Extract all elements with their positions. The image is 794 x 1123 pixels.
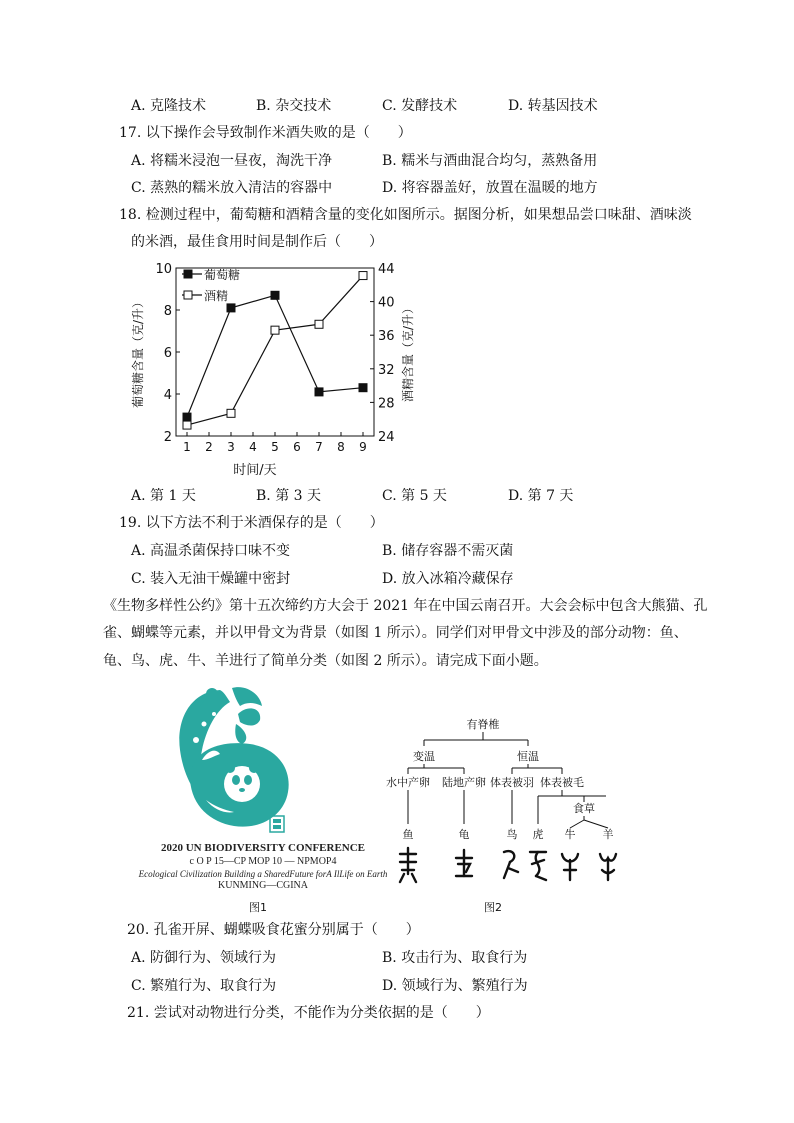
y-right-tick-label: 40 [378, 295, 395, 311]
q18-stem-line2: 的米酒，最佳食用时间是制作后（ ） [131, 234, 383, 250]
q19-option-d: D. 放入冰箱冷藏保存 [382, 571, 514, 587]
oracle-turtle-glyph [456, 850, 472, 876]
q18-option-a: A. 第 1 天 [131, 488, 196, 504]
q18-option-d: D. 第 7 天 [508, 488, 574, 504]
q19-option-a: A. 高温杀菌保持口味不变 [131, 543, 291, 559]
x-tick-label: 4 [249, 440, 257, 454]
tree-node-water-eggs: 水中产卵 [386, 776, 430, 789]
x-axis-label: 时间/天 [233, 463, 277, 478]
legend-label: 葡萄糖 [204, 268, 241, 282]
q16-option-a: A. 克隆技术 [131, 98, 207, 114]
tree-node-cold: 变温 [413, 750, 435, 763]
glucose-point [359, 384, 367, 392]
q17-option-c: C. 蒸熟的糯米放入清洁的容器中 [131, 180, 333, 196]
alcohol-point [315, 320, 323, 328]
tree-animal-fish: 鱼 [402, 828, 414, 841]
x-tick-label: 1 [183, 440, 191, 454]
q16-option-c: C. 发酵技术 [382, 98, 458, 114]
passage-line-3: 龟、鸟、虎、牛、羊进行了简单分类（如图 2 所示）。请完成下面小题。 [103, 653, 548, 669]
classification-tree [380, 712, 640, 902]
legend-marker [184, 270, 192, 278]
tree-node-feathers: 体表被羽 [490, 776, 534, 789]
q20-option-b: B. 攻击行为、取食行为 [382, 950, 528, 966]
oracle-sheep-glyph [600, 854, 616, 880]
q18-option-b: B. 第 3 天 [256, 488, 321, 504]
y-left-tick-label: 6 [163, 346, 172, 361]
tree-node-herbivore: 食草 [573, 802, 595, 815]
series-line-glucose [187, 295, 363, 417]
oracle-ox-glyph [562, 854, 578, 880]
fig1-caption: 图1 [249, 901, 267, 914]
q20-stem: 20. 孔雀开屏、蝴蝶吸食花蜜分别属于（ ） [127, 922, 420, 938]
tree-animal-bird: 鸟 [506, 828, 518, 841]
q17-stem: 17. 以下操作会导致制作米酒失败的是（ ） [119, 125, 412, 141]
tree-node-land-eggs: 陆地产卵 [442, 776, 486, 789]
glucose-point [183, 413, 191, 421]
y-right-tick-label: 32 [378, 362, 395, 378]
fig1-line-3: Ecological Civilization Building a SharedFuture forA IlLife on Earth [138, 869, 388, 879]
fig1-line-1: 2020 UN BIODIVERSITY CONFERENCE [160, 842, 366, 854]
glucose-alcohol-chart [120, 256, 440, 481]
passage-line-1: 《生物多样性公约》第十五次缔约方大会于 2021 年在中国云南召开。大会会标中包含大熊猫、孔 [103, 598, 708, 614]
passage-line-2: 雀、蝴蝶等元素，并以甲骨文为背景（如图 1 所示）。同学们对甲骨文中涉及的部分动物：鱼、 [103, 625, 688, 641]
y-left-axis-label: 葡萄糖含量（克/升） [131, 295, 145, 409]
glucose-point [227, 304, 235, 312]
y-right-tick-label: 24 [378, 430, 395, 445]
tree-node-fur: 体表被毛 [540, 776, 584, 789]
x-tick-label: 8 [337, 440, 345, 454]
q17-option-b: B. 糯米与酒曲混合均匀，蒸熟备用 [382, 153, 598, 169]
q20-option-c: C. 繁殖行为、取食行为 [131, 978, 277, 994]
tree-animal-ox: 牛 [564, 828, 576, 841]
legend-label: 酒精 [204, 289, 229, 303]
x-tick-label: 9 [359, 440, 367, 454]
x-tick-label: 2 [205, 440, 213, 454]
x-tick-label: 3 [227, 440, 235, 454]
q19-option-c: C. 装入无油干燥罐中密封 [131, 571, 291, 587]
y-right-axis-label: 酒精含量（克/升） [401, 301, 415, 403]
oracle-bird-glyph [504, 851, 518, 878]
y-left-tick-label: 2 [163, 430, 172, 445]
fig2-caption: 图2 [484, 901, 502, 914]
glucose-point [315, 388, 323, 396]
glucose-point [271, 291, 279, 299]
x-tick-label: 5 [271, 440, 279, 454]
q18-option-c: C. 第 5 天 [382, 488, 447, 504]
q18-stem-line1: 18. 检测过程中，葡萄糖和酒精含量的变化如图所示。据图分析，如果想品尝口味甜、酒味淡 [119, 207, 692, 223]
y-left-tick-label: 8 [163, 304, 172, 319]
tree-root: 有脊椎 [466, 718, 500, 731]
q20-option-d: D. 领域行为、繁殖行为 [382, 978, 528, 994]
alcohol-point [183, 421, 191, 429]
tree-node-warm: 恒温 [517, 750, 539, 763]
x-tick-label: 6 [293, 440, 301, 454]
y-right-tick-label: 44 [378, 262, 395, 277]
x-tick-label: 7 [315, 440, 323, 454]
q16-option-b: B. 杂交技术 [256, 98, 332, 114]
q16-option-d: D. 转基因技术 [508, 98, 598, 114]
fig1-line-2: c O P 15—CP MOP 10 — NPMOP4 [189, 856, 337, 867]
fig1-line-4: KUNMING—CGINA [218, 880, 308, 891]
y-right-tick-label: 36 [378, 329, 395, 345]
q21-stem: 21. 尝试对动物进行分类，不能作为分类依据的是（ ） [127, 1005, 490, 1021]
y-right-tick-label: 28 [378, 396, 395, 412]
cop15-logo [150, 680, 310, 840]
oracle-fish-glyph [400, 848, 416, 882]
tree-animal-turtle: 龟 [458, 828, 470, 841]
oracle-tiger-glyph [530, 852, 546, 880]
q20-option-a: A. 防御行为、领域行为 [131, 950, 277, 966]
alcohol-point [227, 409, 235, 417]
q19-option-b: B. 储存容器不需灭菌 [382, 543, 514, 559]
q17-option-a: A. 将糯米浸泡一昼夜，淘洗干净 [131, 153, 333, 169]
q19-stem: 19. 以下方法不利于米酒保存的是（ ） [119, 515, 384, 531]
q17-option-d: D. 将容器盖好，放置在温暖的地方 [382, 180, 598, 196]
alcohol-point [271, 326, 279, 334]
alcohol-point [359, 272, 367, 280]
y-left-tick-label: 10 [155, 262, 172, 277]
tree-animal-tiger: 虎 [532, 828, 544, 841]
legend-marker [184, 291, 192, 299]
y-left-tick-label: 4 [163, 388, 172, 403]
tree-animal-sheep: 羊 [602, 828, 614, 841]
